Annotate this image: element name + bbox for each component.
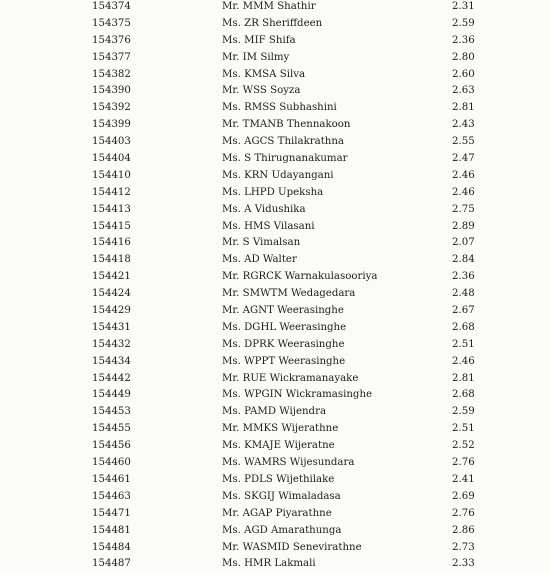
list-item bbox=[0, 219, 550, 236]
student-id: 154424 bbox=[92, 288, 131, 300]
student-gpa: 2.67 bbox=[452, 305, 475, 317]
student-id: 154481 bbox=[92, 524, 131, 536]
student-id: 154463 bbox=[92, 490, 131, 502]
student-id: 154390 bbox=[92, 85, 131, 97]
list-item bbox=[0, 0, 550, 16]
student-gpa: 2.36 bbox=[452, 34, 475, 46]
student-gpa: 2.68 bbox=[452, 321, 475, 333]
student-gpa: 2.75 bbox=[452, 203, 475, 215]
student-gpa: 2.80 bbox=[452, 51, 475, 63]
list-item bbox=[0, 438, 550, 455]
student-name: Ms. DGHL Weerasinghe bbox=[222, 321, 347, 333]
student-gpa: 2.84 bbox=[452, 254, 475, 266]
list-item bbox=[0, 185, 550, 202]
student-name: Ms. WPGIN Wickramasinghe bbox=[222, 389, 373, 401]
student-id: 154374 bbox=[92, 1, 131, 12]
student-id: 154460 bbox=[92, 457, 131, 469]
student-id: 154461 bbox=[92, 473, 131, 485]
list-item bbox=[0, 50, 550, 67]
student-gpa: 2.48 bbox=[452, 288, 475, 300]
list-item bbox=[0, 489, 550, 506]
student-id: 154432 bbox=[92, 338, 131, 350]
student-name: Ms. LHPD Upeksha bbox=[222, 186, 324, 198]
list-item bbox=[0, 556, 550, 573]
student-id: 154404 bbox=[92, 153, 131, 165]
list-item bbox=[0, 202, 550, 219]
list-item bbox=[0, 134, 550, 151]
list-item bbox=[0, 168, 550, 185]
student-id: 154456 bbox=[92, 440, 131, 452]
student-id: 154416 bbox=[92, 237, 131, 249]
student-id: 154487 bbox=[92, 558, 131, 570]
student-gpa: 2.59 bbox=[452, 17, 475, 29]
student-gpa: 2.73 bbox=[452, 541, 475, 553]
student-gpa: 2.68 bbox=[452, 389, 475, 401]
student-gpa: 2.81 bbox=[452, 102, 475, 114]
student-gpa: 2.31 bbox=[452, 1, 475, 12]
student-name: Mr. IM Silmy bbox=[222, 51, 290, 63]
student-id: 154484 bbox=[92, 541, 131, 553]
list-item bbox=[0, 506, 550, 523]
list-item bbox=[0, 540, 550, 557]
student-name: Mr. RUE Wickramanayake bbox=[222, 372, 359, 384]
student-gpa: 2.36 bbox=[452, 271, 475, 283]
student-gpa: 2.07 bbox=[452, 237, 475, 249]
student-id: 154449 bbox=[92, 389, 131, 401]
student-name: Ms. MIF Shifa bbox=[222, 34, 296, 46]
student-name: Ms. ZR Sheriffdeen bbox=[222, 17, 323, 29]
list-item bbox=[0, 83, 550, 100]
student-gpa: 2.33 bbox=[452, 558, 475, 570]
student-id: 154410 bbox=[92, 169, 131, 181]
student-name: Ms. SKGIJ Wimaladasa bbox=[222, 490, 341, 502]
list-item bbox=[0, 151, 550, 168]
list-item bbox=[0, 354, 550, 371]
student-id: 154415 bbox=[92, 220, 131, 232]
list-item bbox=[0, 16, 550, 33]
student-id: 154421 bbox=[92, 271, 131, 283]
student-id: 154442 bbox=[92, 372, 131, 384]
list-item bbox=[0, 252, 550, 269]
list-item bbox=[0, 235, 550, 252]
student-id: 154418 bbox=[92, 254, 131, 266]
student-name: Ms. KRN Udayangani bbox=[222, 169, 334, 181]
student-id: 154382 bbox=[92, 68, 131, 80]
student-id: 154375 bbox=[92, 17, 131, 29]
student-name: Ms. S Thirugnanakumar bbox=[222, 153, 348, 165]
student-gpa: 2.41 bbox=[452, 473, 475, 485]
student-gpa: 2.51 bbox=[452, 338, 475, 350]
list-item bbox=[0, 100, 550, 117]
student-id: 154376 bbox=[92, 34, 131, 46]
student-name: Ms. A Vidushika bbox=[222, 203, 306, 215]
list-item bbox=[0, 337, 550, 354]
list-item bbox=[0, 33, 550, 50]
list-item bbox=[0, 387, 550, 404]
student-name: Ms. RMSS Subhashini bbox=[222, 102, 337, 114]
student-id: 154399 bbox=[92, 119, 131, 131]
student-gpa: 2.46 bbox=[452, 169, 475, 181]
student-gpa: 2.76 bbox=[452, 457, 475, 469]
student-gpa: 2.51 bbox=[452, 423, 475, 435]
student-gpa: 2.86 bbox=[452, 524, 475, 536]
student-name: Ms. AGD Amarathunga bbox=[222, 524, 342, 536]
student-gpa: 2.46 bbox=[452, 355, 475, 367]
list-item bbox=[0, 286, 550, 303]
student-id: 154429 bbox=[92, 305, 131, 317]
student-name: Ms. HMS Vilasani bbox=[222, 220, 315, 232]
student-gpa: 2.69 bbox=[452, 490, 475, 502]
student-name: Ms. KMSA Silva bbox=[222, 68, 306, 80]
student-name: Ms. DPRK Weerasinghe bbox=[222, 338, 345, 350]
student-name: Mr. TMANB Thennakoon bbox=[222, 119, 351, 131]
student-gpa: 2.76 bbox=[452, 507, 475, 519]
student-id: 154412 bbox=[92, 186, 131, 198]
student-name: Mr. RGRCK Warnakulasooriya bbox=[222, 271, 378, 283]
student-gpa: 2.81 bbox=[452, 372, 475, 384]
list-item bbox=[0, 269, 550, 286]
student-id: 154431 bbox=[92, 321, 131, 333]
student-name: Mr. WSS Soyza bbox=[222, 85, 301, 97]
student-gpa: 2.55 bbox=[452, 136, 475, 148]
student-id: 154471 bbox=[92, 507, 131, 519]
list-item bbox=[0, 455, 550, 472]
student-name: Ms. KMAJE Wijeratne bbox=[222, 440, 335, 452]
list-item bbox=[0, 421, 550, 438]
student-name: Mr. AGAP Piyarathne bbox=[222, 507, 332, 519]
student-name: Ms. HMR Lakmali bbox=[222, 558, 316, 570]
list-item bbox=[0, 117, 550, 134]
list-item bbox=[0, 67, 550, 84]
student-gpa: 2.89 bbox=[452, 220, 475, 232]
list-item bbox=[0, 404, 550, 421]
student-name: Mr. MMKS Wijerathne bbox=[222, 423, 339, 435]
student-name: Ms. AD Walter bbox=[222, 254, 297, 266]
student-name: Mr. WASMID Senevirathne bbox=[222, 541, 362, 553]
list-item bbox=[0, 371, 550, 388]
student-name: Ms. WPPT Weerasinghe bbox=[222, 355, 346, 367]
student-gpa: 2.43 bbox=[452, 119, 475, 131]
student-gpa: 2.59 bbox=[452, 406, 475, 418]
student-gpa: 2.52 bbox=[452, 440, 475, 452]
student-id: 154455 bbox=[92, 423, 131, 435]
student-gpa: 2.63 bbox=[452, 85, 475, 97]
student-id: 154377 bbox=[92, 51, 131, 63]
student-id: 154392 bbox=[92, 102, 131, 114]
student-name: Ms. PAMD Wijendra bbox=[222, 406, 327, 418]
student-gpa: 2.60 bbox=[452, 68, 475, 80]
student-name: Ms. PDLS Wijethilake bbox=[222, 473, 335, 485]
student-gpa: 2.47 bbox=[452, 153, 475, 165]
student-name: Ms. WAMRS Wijesundara bbox=[222, 457, 355, 469]
student-name: Mr. AGNT Weerasinghe bbox=[222, 305, 344, 317]
list-item bbox=[0, 472, 550, 489]
list-item bbox=[0, 320, 550, 337]
student-name: Mr. MMM Shathir bbox=[222, 1, 316, 12]
student-gpa: 2.46 bbox=[452, 186, 475, 198]
list-item bbox=[0, 523, 550, 540]
student-id: 154434 bbox=[92, 355, 131, 367]
student-name: Ms. AGCS Thilakrathna bbox=[222, 136, 344, 148]
student-id: 154413 bbox=[92, 203, 131, 215]
list-item bbox=[0, 303, 550, 320]
student-id: 154403 bbox=[92, 136, 131, 148]
student-id: 154453 bbox=[92, 406, 131, 418]
student-name: Mr. SMWTM Wedagedara bbox=[222, 288, 356, 300]
student-name: Mr. S Vimalsan bbox=[222, 237, 301, 249]
